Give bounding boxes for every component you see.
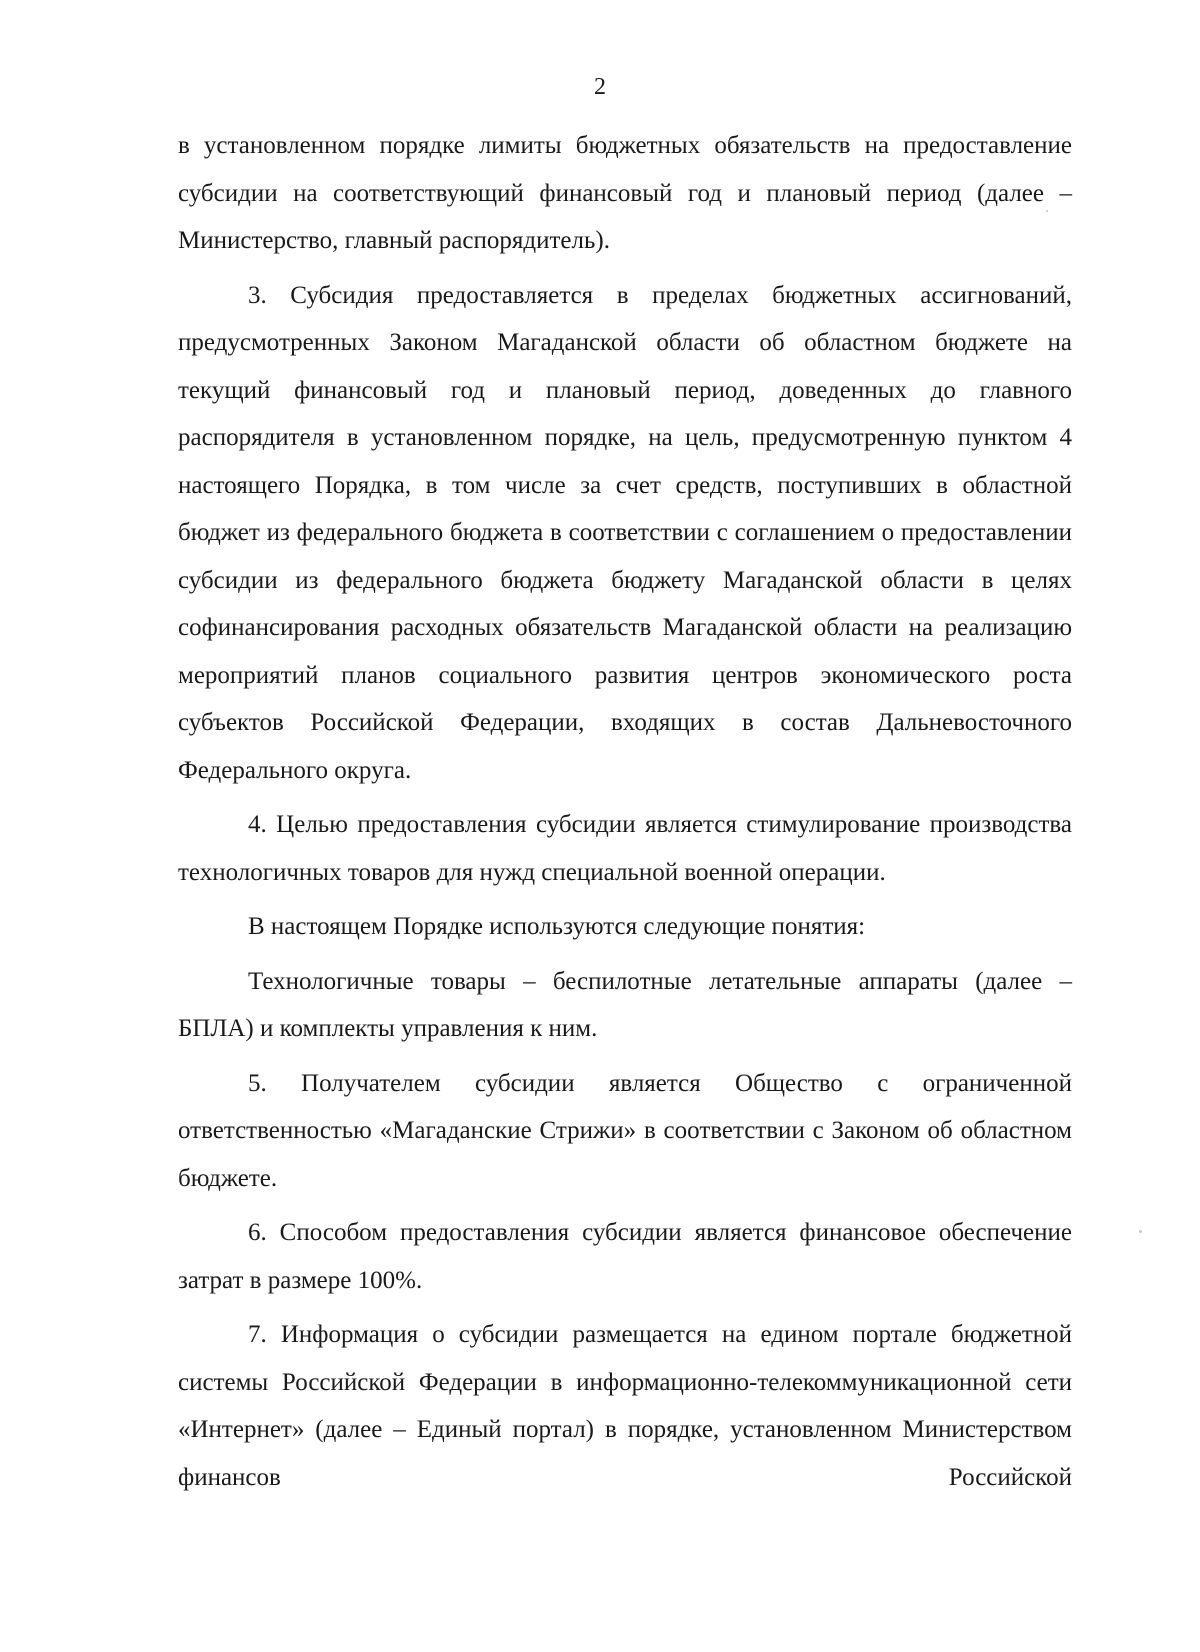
page-number: 2 (594, 74, 606, 100)
paragraph-clause-3: 3. Субсидия предоставляется в пределах бюджетных ассигнований, предусмотренных Законом Магаданской области об областном бюджете на текущий финансовый год и плановый период, доведенных до главного распорядителя в установленном порядке, на цель, предусмотренную пунктом 4 настоящего Порядка, в том числе за счет средств, поступивших в областной бюджет из федерального бюджета в соответствии с соглашением о предоставлении субсидии из федерального бюджета бюджету Магаданской области в целях софинансирования расходных обязательств Магаданской области на реализацию мероприятий планов социального развития центров экономического роста субъектов Российской Федерации, входящих в состав Дальневосточного Федерального округа. (178, 281, 1072, 784)
paragraph-clause-5: 5. Получателем субсидии является Общество с ограниченной ответственностью «Магаданские Стрижи» в соответствии с Законом об областном бюджете. (178, 1069, 1072, 1192)
paragraph-definitions-intro: В настоящем Порядке используются следующие понятия: (248, 913, 866, 940)
scan-artifact (1046, 210, 1048, 212)
document-body (178, 122, 1072, 1508)
paragraph-clause-4: 4. Целью предоставления субсидии является стимулирование производства технологичных товаров для нужд специальной военной операции. (178, 811, 1072, 886)
scan-artifact (1139, 1230, 1142, 1233)
paragraph-clause-7: 7. Информация о субсидии размещается на едином портале бюджетной системы Российской Федерации в информационно-телекоммуникационной сети «Интернет» (далее – Единый портал) в порядке, установленном Министерством финансов Российской (178, 1321, 1072, 1491)
paragraph-continuation: в установленном порядке лимиты бюджетных обязательств на предоставление субсидии на соответствующий финансовый год и плановый период (далее – Министерство, главный распорядитель). (178, 132, 1072, 254)
paragraph-clause-6: 6. Способом предоставления субсидии является финансовое обеспечение затрат в размере 100%. (178, 1219, 1072, 1294)
paragraph-definition-tech-goods: Технологичные товары – беспилотные летательные аппараты (далее – БПЛА) и комплекты управления к ним. (178, 967, 1072, 1042)
